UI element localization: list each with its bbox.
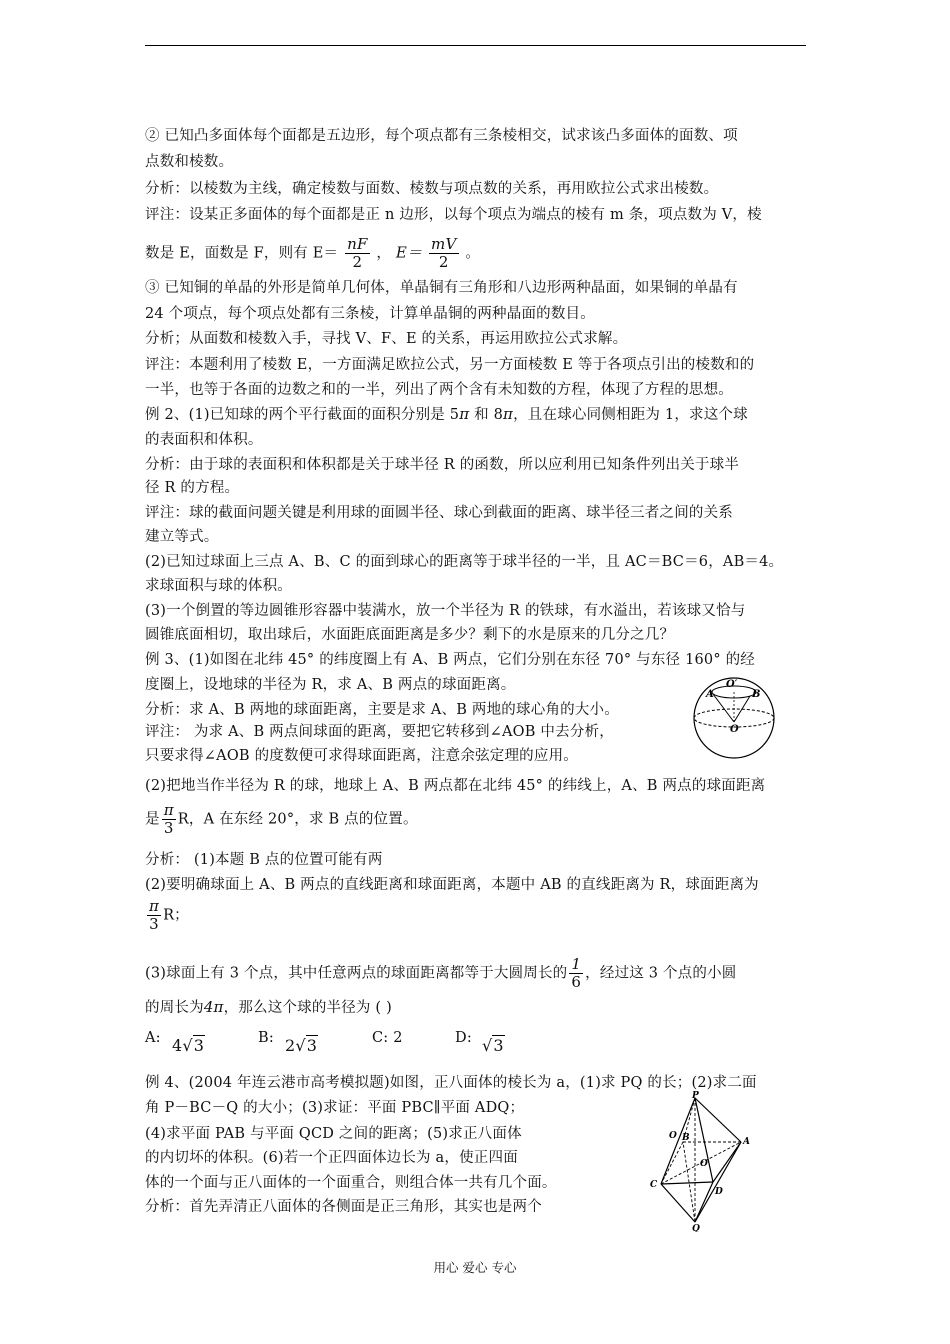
choice-label: A: bbox=[145, 1030, 161, 1046]
numerator: 1 bbox=[571, 955, 582, 973]
text-span: 。 bbox=[465, 245, 481, 262]
choice-d-value bbox=[482, 1036, 505, 1057]
radicand: 3 bbox=[306, 1036, 318, 1055]
text-line: 评注： 为求 A、B 两点间球面的距离，要把它转移到∠AOB 中去分析， bbox=[145, 724, 614, 740]
text-span: ， bbox=[376, 245, 392, 262]
radicand: 3 bbox=[193, 1036, 205, 1055]
text-span: ，那么这个球的半径为 ( ) bbox=[223, 1000, 392, 1016]
sphere-label: O′ bbox=[726, 679, 738, 690]
text-line: 分析： (1)本题 B 点的位置可能有两 bbox=[145, 852, 383, 868]
sqrt-expression: 4√3 bbox=[172, 1036, 205, 1055]
text-span: ，且在球心同侧相距为 1，求这个球 bbox=[513, 407, 748, 423]
numerator: nF bbox=[347, 235, 368, 253]
text-line bbox=[145, 997, 392, 1018]
numerator: π bbox=[149, 897, 160, 915]
denominator: 3 bbox=[149, 915, 159, 933]
text-span: 数是 E，面数是 F，则有 E＝ bbox=[145, 245, 339, 262]
text-line: 角 P－BC－Q 的大小；(3)求证：平面 PBC∥平面 ADQ； bbox=[145, 1100, 525, 1116]
text-line: 评注：球的截面问题关键是利用球的面圆半径、球心到截面的距离、球半径三者之间的关系 bbox=[145, 505, 733, 521]
choice-d bbox=[455, 1028, 472, 1048]
octahedron-figure bbox=[645, 1090, 757, 1232]
text-line: 径 R 的方程。 bbox=[145, 480, 240, 496]
text-span: 例 2、(1)已知球的两个平行截面的面积分别是 5 bbox=[145, 407, 460, 423]
text-line: 的表面积和体积。 bbox=[145, 432, 263, 448]
pi-symbol: π bbox=[459, 405, 470, 423]
text-line: 例 4、(2004 年连云港市高考模拟题)如图，正八面体的棱长为 a，(1)求 PQ 的长；(2)求二面 bbox=[145, 1075, 757, 1091]
text-line: 分析：求 A、B 两地的球面距离，主要是求 A、B 两地的球心角的大小。 bbox=[145, 702, 619, 718]
text-line: ③ 已知铜的单晶的外形是简单几何体，单晶铜有三角形和八边形两种晶面，如果铜的单晶有 bbox=[145, 280, 738, 296]
octahedron-label: A bbox=[743, 1137, 750, 1147]
denominator: 3 bbox=[163, 819, 174, 837]
denominator: 2 bbox=[352, 253, 363, 271]
text-line: (2)要明确球面上 A、B 两点的直线距离和球面距离，本题中 AB 的直线距离为 R，球面距离为 bbox=[145, 877, 759, 893]
text-line bbox=[145, 404, 748, 425]
text-line bbox=[145, 956, 736, 991]
text-line: (4)求平面 PAB 与平面 QCD 之间的距离；(5)求正八面体 bbox=[145, 1126, 522, 1142]
text-line: ② 已知凸多面体每个面都是五边形，每个项点都有三条棱相交，试求该凸多面体的面数、项 bbox=[145, 128, 738, 144]
text-line: 例 3、(1)如图在北纬 45° 的纬度圈上有 A、B 两点，它们分别在东径 70° 与东径 160° 的经 bbox=[145, 652, 755, 668]
text-line: 分析：以棱数为主线，确定棱数与面数、棱数与项点数的关系，再用欧拉公式求出棱数。 bbox=[145, 181, 719, 197]
choice-a bbox=[145, 1028, 161, 1048]
text-line bbox=[145, 898, 189, 933]
text-span: 和 8 bbox=[469, 407, 504, 423]
formula-line bbox=[145, 236, 480, 271]
choice-label: B: bbox=[258, 1030, 274, 1046]
choice-c bbox=[372, 1028, 403, 1048]
octahedron-label: D bbox=[715, 1187, 723, 1197]
text-line: 的内切坏的体积。(6)若一个正四面体边长为 a，使正四面 bbox=[145, 1150, 518, 1166]
sqrt-expression: 2√3 bbox=[285, 1036, 318, 1055]
fraction-pi-3 bbox=[147, 898, 161, 933]
radicand: 3 bbox=[493, 1036, 504, 1055]
denominator: 2 bbox=[438, 253, 449, 271]
coefficient: 2 bbox=[285, 1036, 296, 1055]
fraction-nF-2 bbox=[345, 236, 369, 271]
text-line: 求球面积与球的体积。 bbox=[145, 578, 292, 594]
text-line bbox=[145, 802, 418, 837]
text-line: 只要求得∠AOB 的度数便可求得球面距离，注意余弦定理的应用。 bbox=[145, 748, 578, 764]
sphere-label: A bbox=[706, 689, 714, 700]
choice-label: C: bbox=[372, 1030, 389, 1046]
fraction-mV-2 bbox=[429, 236, 458, 271]
text-line: 分析：首先弄清正八面体的各侧面是正三角形，其实也是两个 bbox=[145, 1199, 542, 1215]
choice-a-value bbox=[172, 1036, 205, 1057]
sphere-figure bbox=[688, 672, 780, 760]
fraction-1-6 bbox=[569, 956, 583, 991]
text-line: 分析；从面数和棱数入手，寻找 V、F、E 的关系，再运用欧拉公式求解。 bbox=[145, 331, 628, 347]
octahedron-label: O bbox=[700, 1159, 708, 1169]
octahedron-label: P bbox=[692, 1091, 699, 1101]
four-pi: 4π bbox=[203, 998, 224, 1016]
octahedron-label: C bbox=[650, 1180, 658, 1190]
text-line: (3)一个倒置的等边圆锥形容器中装满水，放一个半径为 R 的铁球，有水溢出，若该球又恰与 bbox=[145, 603, 746, 619]
header-rule bbox=[145, 45, 806, 46]
text-span: 是 bbox=[145, 811, 160, 828]
text-line: 体的一个面与正八面体的一个面重合，则组合体一共有几个面。 bbox=[145, 1175, 557, 1191]
text-line: 建立等式。 bbox=[145, 529, 219, 545]
text-span: (3)球面上有 3 个点，其中任意两点的球面距离都等于大圆周长的 bbox=[145, 965, 568, 982]
text-line: 点数和棱数。 bbox=[145, 154, 234, 170]
sphere-label: B bbox=[752, 689, 761, 700]
text-line: 度圈上，设地球的半径为 R，求 A、B 两点的球面距离。 bbox=[145, 677, 516, 693]
choice-b bbox=[258, 1028, 274, 1048]
choice-b-value bbox=[285, 1036, 318, 1057]
text-span: R； bbox=[163, 907, 189, 924]
text-line: (2)把地当作半径为 R 的球，地球上 A、B 两点都在北纬 45° 的纬线上，A、B 两点的球面距离 bbox=[145, 778, 766, 794]
pi-symbol: π bbox=[503, 405, 514, 423]
math-symbol: E＝ bbox=[395, 243, 423, 262]
choice-label: D: bbox=[455, 1030, 472, 1046]
fraction-pi-3 bbox=[162, 802, 176, 837]
coefficient: 4 bbox=[172, 1036, 183, 1055]
text-line: 评注：设某正多面体的每个面都是正 n 边形，以每个项点为端点的棱有 m 条，项点数为 V，棱 bbox=[145, 207, 762, 223]
octahedron-label: B bbox=[682, 1133, 690, 1143]
numerator: mV bbox=[431, 235, 457, 253]
text-span: ，经过这 3 个点的小圆 bbox=[585, 965, 737, 982]
sphere-label: O bbox=[730, 724, 739, 735]
denominator: 6 bbox=[571, 973, 582, 991]
octahedron-label: Q bbox=[692, 1224, 700, 1232]
sqrt-expression: √3 bbox=[482, 1036, 504, 1055]
numerator: π bbox=[163, 801, 174, 819]
text-line: 评注：本题利用了棱数 E，一方面满足欧拉公式，另一方面棱数 E 等于各项点引出的棱数和的 bbox=[145, 357, 755, 373]
text-span: 的周长为 bbox=[145, 1000, 204, 1016]
text-line: (2)已知过球面上三点 A、B、C 的面到球心的距离等于球半径的一半，且 AC＝BC＝6，AB＝4。 bbox=[145, 554, 784, 570]
text-line: 24 个项点，每个项点处都有三条棱，计算单晶铜的两种晶面的数目。 bbox=[145, 306, 595, 322]
page-footer: 用心 爱心 专心 bbox=[433, 1260, 517, 1275]
choice-value: 2 bbox=[393, 1030, 403, 1046]
text-line: 分析：由于球的表面积和体积都是关于球半径 R 的函数，所以应利用已知条件列出关于球半 bbox=[145, 457, 740, 473]
octahedron-label: O bbox=[669, 1131, 677, 1141]
text-line: 一半，也等于各面的边数之和的一半，列出了两个含有未知数的方程，体现了方程的思想。 bbox=[145, 382, 733, 398]
text-span: R，A 在东经 20°，求 B 点的位置。 bbox=[177, 811, 418, 828]
text-line: 圆锥底面相切，取出球后，水面距底面距离是多少？剩下的水是原来的几分之几？ bbox=[145, 627, 675, 643]
